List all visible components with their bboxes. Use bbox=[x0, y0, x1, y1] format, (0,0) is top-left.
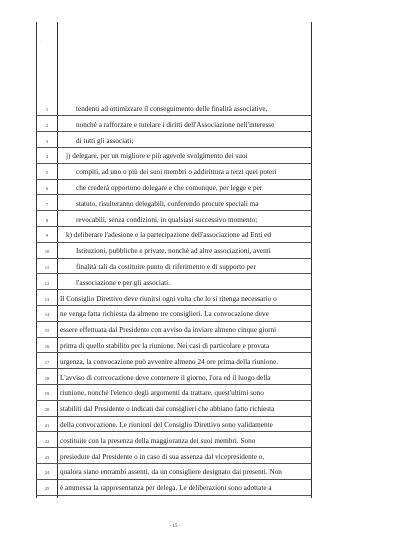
row-rule bbox=[36, 352, 311, 353]
text-line: essere effettuata dal Presidente con avviso da inviare almeno cinque giorni bbox=[60, 326, 277, 335]
row-rule bbox=[36, 131, 311, 132]
line-number: 6 bbox=[45, 186, 49, 191]
line-number: 2 bbox=[45, 122, 49, 128]
scan-mark: · bbox=[40, 38, 42, 43]
line-number: 10 bbox=[44, 249, 50, 255]
text-line: stabiliti dal Presidente o indicati dai consiglieri che abbiano fatto richiesta bbox=[60, 405, 275, 414]
left-margin-line bbox=[36, 22, 37, 498]
line-number: 4 bbox=[45, 154, 49, 160]
text-line: nonché a rafforzare e tutelare i diritti dell'Associazione nell'interesse bbox=[76, 120, 275, 129]
right-margin-line bbox=[311, 22, 312, 498]
row-rule bbox=[36, 384, 311, 385]
text-line: urgenza, la convocazione può avvenire almeno 24 ore prima della riunione. bbox=[60, 357, 279, 366]
row-rule bbox=[36, 147, 311, 148]
row-rule bbox=[36, 163, 311, 164]
text-line: è ammessa la rappresentanza per delega. Le deliberazioni sono adottate a bbox=[60, 484, 272, 493]
row-rule bbox=[36, 447, 311, 448]
line-number: 23 bbox=[44, 454, 50, 460]
line-number: 8 bbox=[45, 217, 49, 223]
line-number: 11 bbox=[44, 265, 50, 270]
text-line: presiedute dal Presidente o in caso di sua assenza dal vicepresidente o, bbox=[60, 452, 265, 461]
text-line: l'associazione e per gli associati. bbox=[76, 278, 171, 287]
text-line: di tutti gli associati; bbox=[76, 136, 134, 145]
row-rule bbox=[36, 495, 311, 496]
text-line: che crederà opportuno delegare e che comunque, per legge e per bbox=[76, 184, 263, 192]
text-line: ne venga fatta richiesta da almeno tre consiglieri. La convocazione deve bbox=[60, 310, 269, 319]
text-line: tendenti ad ottimizzare il conseguimento delle finalità associative, bbox=[76, 105, 268, 113]
text-line: compiti, ad uno o più dei suoi membri o addirittura a terzi quei poteri bbox=[76, 168, 277, 177]
row-rule bbox=[36, 289, 311, 290]
row-rule bbox=[36, 226, 311, 227]
line-number: 16 bbox=[44, 344, 50, 349]
text-line: L'avviso di convocazione deve contenere il giorno, l'ora ed il luogo della bbox=[60, 373, 271, 382]
row-rule bbox=[36, 242, 311, 243]
row-rule bbox=[36, 463, 311, 464]
line-number: 24 bbox=[44, 470, 50, 476]
row-rule bbox=[36, 416, 311, 417]
row-rule bbox=[36, 258, 311, 259]
line-number: 19 bbox=[44, 391, 50, 397]
line-number: 14 bbox=[44, 312, 50, 318]
text-line: k) deliberare l'adesione e la partecipazione dell'associazione ad Enti ed bbox=[66, 231, 272, 240]
line-number: 25 bbox=[44, 486, 50, 492]
row-rule bbox=[36, 479, 311, 480]
row-rule bbox=[36, 210, 311, 211]
row-rule bbox=[36, 305, 311, 306]
row-rule bbox=[36, 179, 311, 180]
line-number: 22 bbox=[44, 438, 50, 444]
line-number: 1 bbox=[45, 107, 49, 112]
row-rule bbox=[36, 400, 311, 401]
text-line: finalità tali da costituire punto di riferimento e di supporto per bbox=[76, 263, 256, 271]
line-number: 21 bbox=[44, 423, 50, 428]
row-rule bbox=[36, 431, 311, 432]
line-number: 9 bbox=[45, 233, 49, 239]
text-line: j) delegare, per un migliore e più agevole svolgimento dei suoi bbox=[66, 152, 248, 161]
row-rule bbox=[36, 194, 311, 195]
text-line: statuto, risulteranno delegabili, conferendo procure speciali ma bbox=[76, 199, 259, 208]
line-number: 13 bbox=[44, 296, 50, 302]
row-rule bbox=[36, 321, 311, 322]
line-number: 7 bbox=[45, 201, 49, 207]
page-number: - 15 - bbox=[169, 524, 181, 529]
text-line: costituite con la presenza della maggioranza dei suoi membri. Sono bbox=[60, 436, 256, 445]
text-line: della convocazione. Le riunioni del Consiglio Direttivo sono validamente bbox=[60, 421, 273, 429]
line-number: 12 bbox=[44, 280, 50, 286]
row-rule bbox=[36, 337, 311, 338]
row-rule bbox=[36, 115, 311, 116]
number-column-line bbox=[57, 22, 58, 498]
row-rule bbox=[36, 368, 311, 369]
line-number: 17 bbox=[44, 359, 50, 365]
text-line: Il Consiglio Direttivo deve riunirsi ogni volta che lo si ritenga necessario o bbox=[60, 294, 277, 303]
text-line: Istituzioni, pubbliche e private, nonché ad altre associazioni, aventi bbox=[76, 247, 271, 256]
line-number: 20 bbox=[44, 407, 50, 413]
text-line: qualora siano entrambi assenti, da un consigliere designato dai presenti. Non bbox=[60, 468, 282, 477]
row-rule bbox=[36, 273, 311, 274]
line-number: 15 bbox=[44, 328, 50, 334]
line-number: 3 bbox=[45, 138, 49, 144]
text-line: riunione, nonché l'elenco degli argomenti da trattare, quest'ultimi sono bbox=[60, 389, 264, 398]
text-line: prima di quello stabilito per la riunione. Nei casi di particolare e provata bbox=[60, 342, 270, 350]
text-line: revocabili, senza condizioni, in qualsiasi successivo momento; bbox=[76, 215, 258, 224]
line-number: 5 bbox=[45, 170, 49, 176]
line-number: 18 bbox=[44, 375, 50, 381]
